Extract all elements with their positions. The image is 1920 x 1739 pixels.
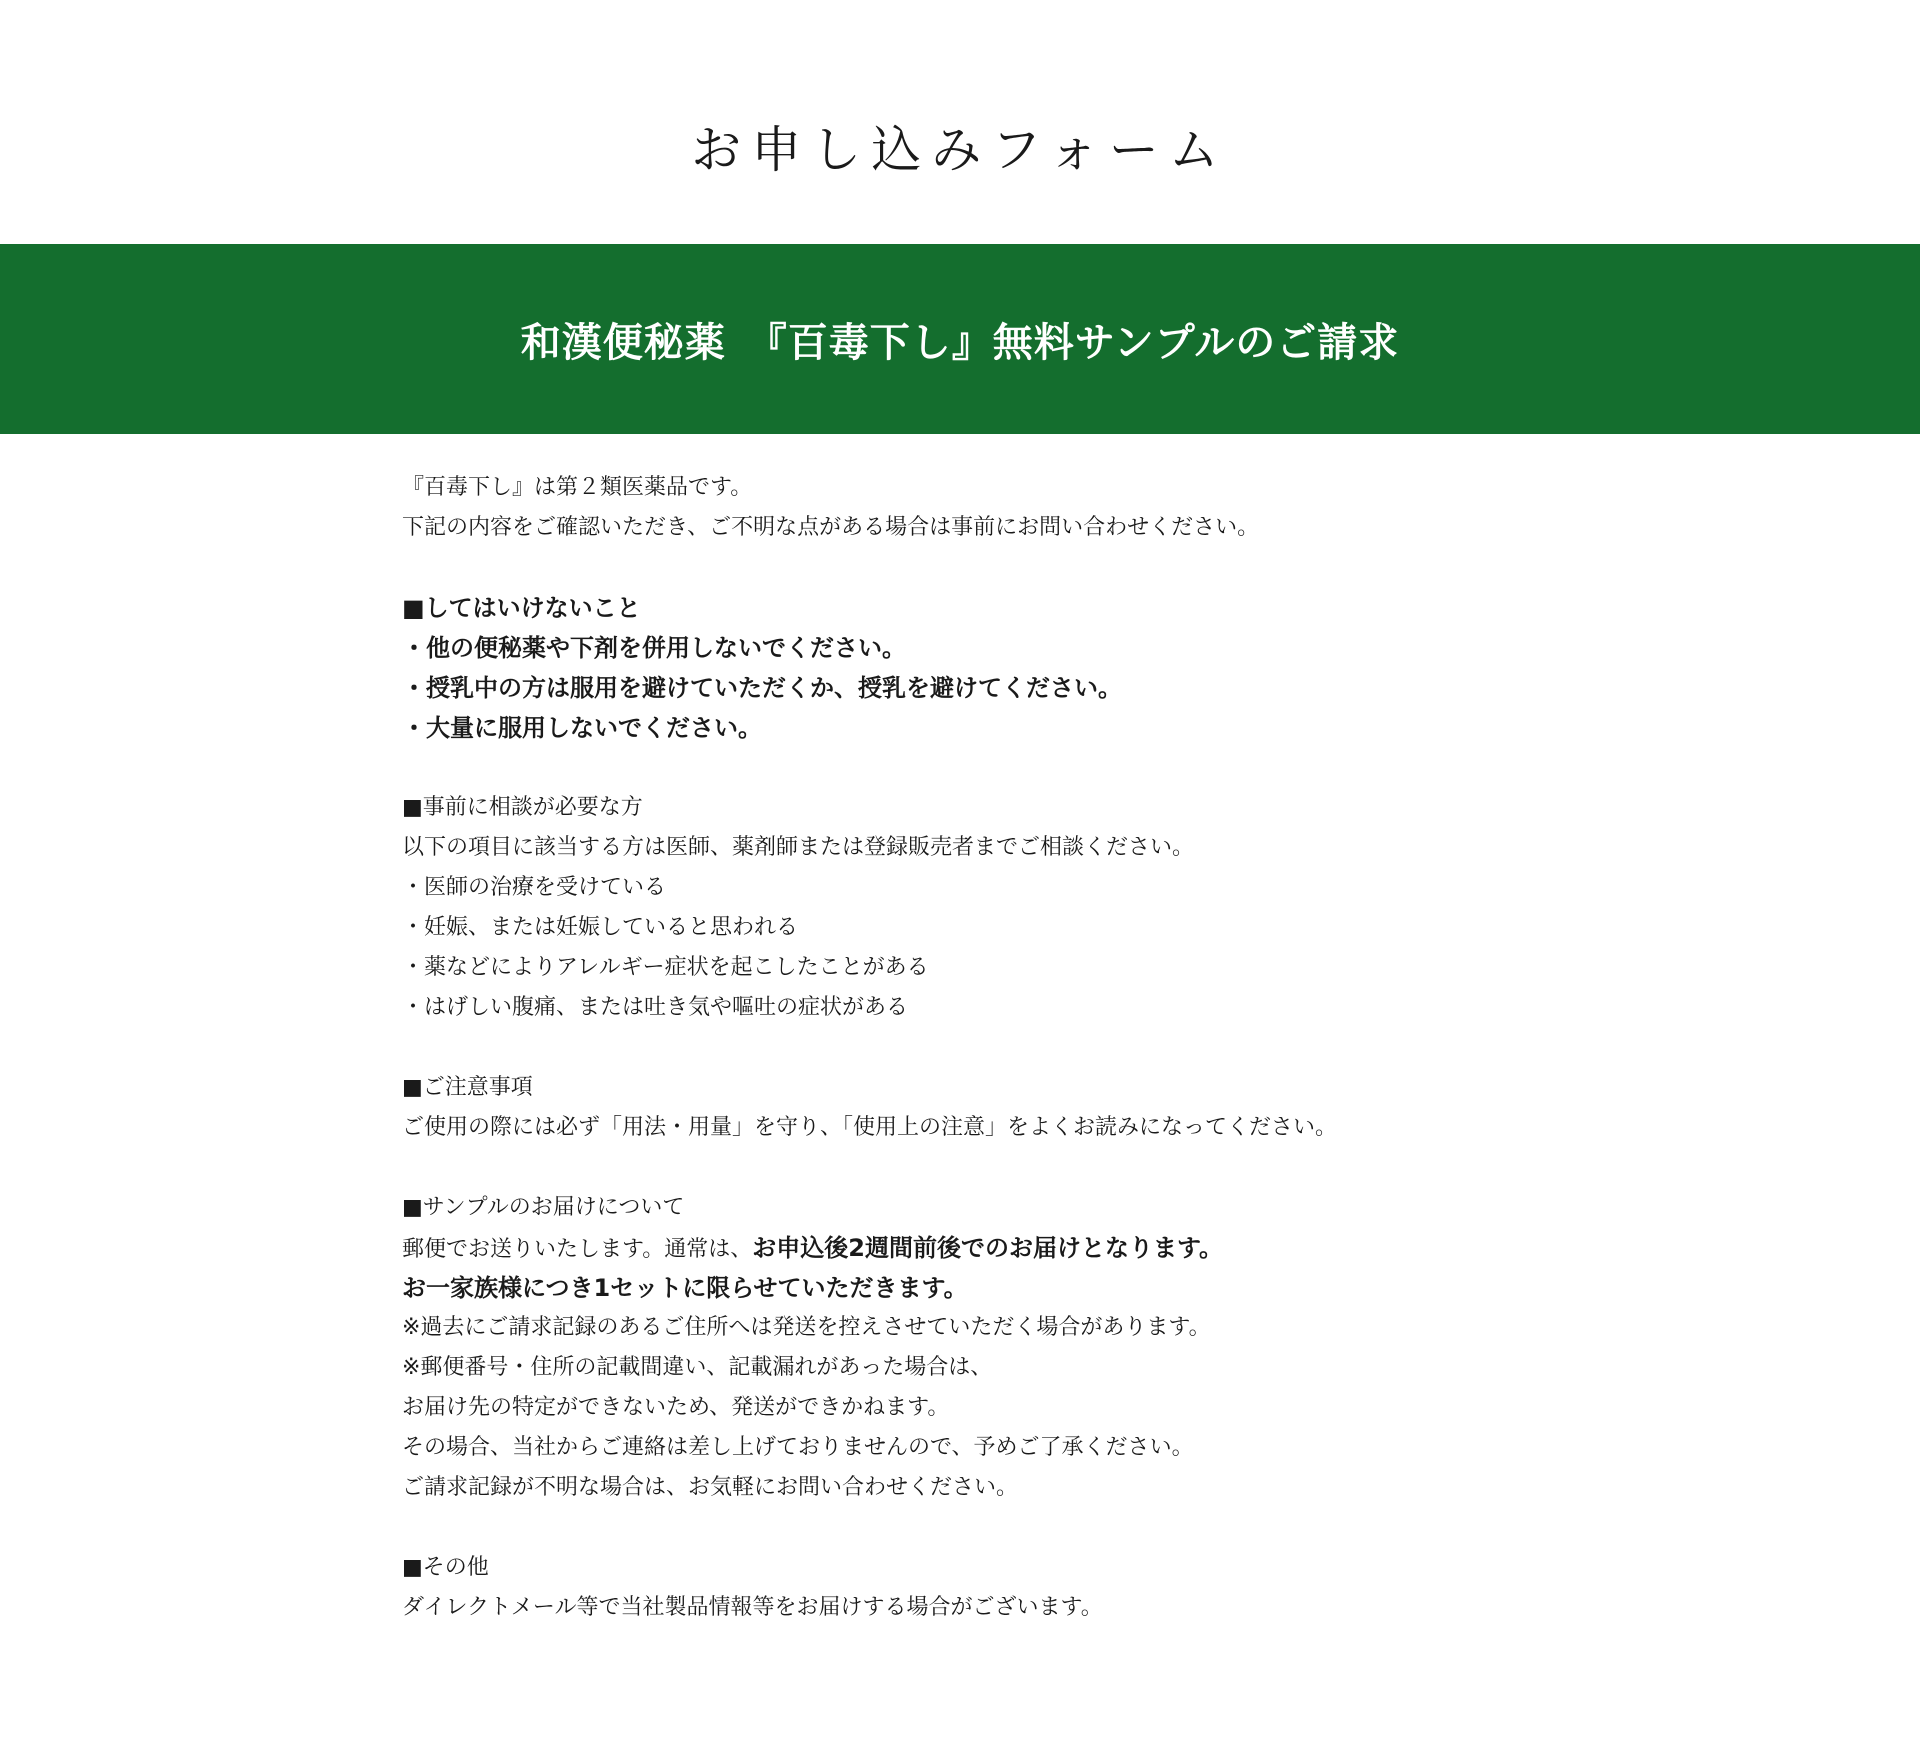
donts-item: ・授乳中の方は服用を避けていただくか、授乳を避けてください。 [402,674,1122,702]
consult-lead: 以下の項目に該当する方は医師、薬剤師または登録販売者までご相談ください。 [402,835,1195,860]
delivery-emphasis: お申込後2週間前後でのお届けとなります。 [752,1234,1224,1262]
consult-item: ・医師の治療を受けている [402,875,667,900]
other-heading: ■その他 [402,1555,489,1580]
delivery-note: ご請求記録が不明な場合は、お気軽にお問い合わせください。 [402,1475,1019,1500]
delivery-note: その場合、当社からご連絡は差し上げておりませんので、予めご了承ください。 [402,1435,1194,1460]
intro-line: 下記の内容をご確認いただき、ご不明な点がある場合は事前にお問い合わせください。 [402,515,1260,540]
donts-item: ・大量に服用しないでください。 [402,714,762,742]
delivery-note: お届け先の特定ができないため、発送ができかねます。 [402,1395,950,1420]
delivery-heading: ■サンプルのお届けについて [402,1195,685,1220]
delivery-line [402,1228,1522,1268]
page-title: お申し込みフォーム [691,121,1229,179]
delivery-note: ※郵便番号・住所の記載間違い、記載漏れがあった場合は、 [402,1355,993,1380]
caution-heading: ■ご注意事項 [402,1075,533,1100]
consult-item: ・はげしい腹痛、または吐き気や嘔吐の症状がある [402,995,909,1020]
consult-item: ・妊娠、または妊娠していると思われる [402,915,799,940]
caution-text: ご使用の際には必ず「用法・用量」を守り、「使用上の注意」をよくお読みになってください。 [402,1115,1338,1140]
section-banner [0,244,1920,434]
banner-title: 和漢便秘薬 『百毒下し』無料サンプルのご請求 [520,319,1400,366]
intro-line: 『百毒下し』は第２類医薬品です。 [402,475,753,500]
consult-item: ・薬などによりアレルギー症状を起こしたことがある [402,955,929,980]
donts-heading: ■してはいけないこと [402,594,641,622]
donts-item: ・他の便秘薬や下剤を併用しないでください。 [402,634,906,662]
consult-heading: ■事前に相談が必要な方 [402,795,643,820]
delivery-text: 郵便でお送りいたします。通常は、 [402,1237,753,1262]
notice-content [402,468,1522,1628]
delivery-note: ※過去にご請求記録のあるご住所へは発送を控えさせていただく場合があります。 [402,1315,1211,1340]
other-text: ダイレクトメール等で当社製品情報等をお届けする場合がございます。 [402,1595,1103,1620]
delivery-limit: お一家族様につき1セットに限らせていただきます。 [402,1274,968,1302]
